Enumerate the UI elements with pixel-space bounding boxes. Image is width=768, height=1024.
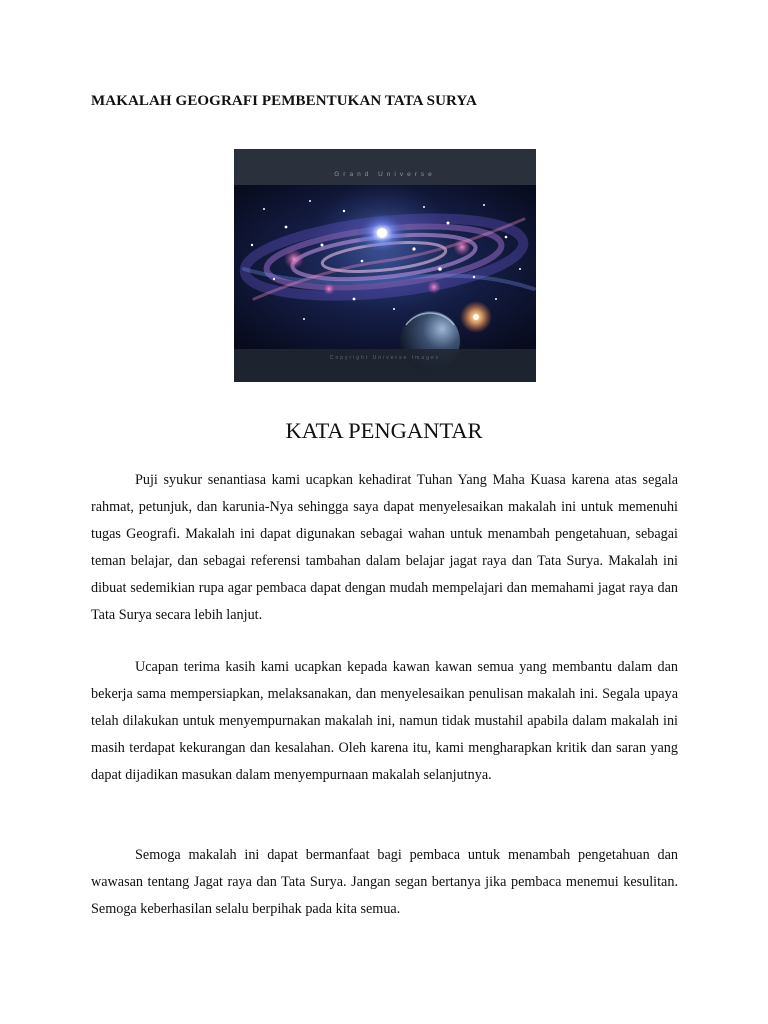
galaxy-cover-image [234, 149, 536, 382]
document-title: MAKALAH GEOGRAFI PEMBENTUKAN TATA SURYA [91, 93, 477, 109]
paragraph-1: Puji syukur senantiasa kami ucapkan kehadirat Tuhan Yang Maha Kuasa karena atas segala rahmat, petunjuk, dan karunia-Nya sehingga saya dapat menyelesaikan makalah ini untuk memenuhi tugas Geografi. Makalah ini dapat digunakan sebagai wahan untuk menambah pengetahuan, sebagai teman belajar, dan sebagai referensi tambahan dalam belajar jagat raya dan Tata Surya. Makalah ini dibuat sedemikian rupa agar pembaca dapat dengan mudah mempelajari dan memahami jagat raya dan Tata Surya secara lebih lanjut. [91, 472, 678, 624]
cover-bottom-caption: Copyright Universe Images [329, 355, 441, 361]
section-heading-kata-pengantar: KATA PENGANTAR [285, 418, 483, 443]
paragraph-2: Ucapan terima kasih kami ucapkan kepada kawan kawan semua yang membantu dalam dan bekerja sama mempersiapkan, melaksanakan, dan menyelesaikan penulisan makalah ini. Segala upaya telah dilakukan untuk menyempurnakan makalah ini, namun tidak mustahil apabila dalam makalah ini masih terdapat kekurangan dan kesalahan. Oleh karena itu, kami mengharapkan kritik dan saran yang dapat dijadikan masukan dalam menyempurnaan makalah selanjutnya. [91, 659, 678, 784]
cover-top-caption: Grand Universe [334, 171, 436, 178]
paragraph-3: Semoga makalah ini dapat bermanfaat bagi pembaca untuk menambah pengetahuan dan wawasan tentang Jagat raya dan Tata Surya. Jangan segan bertanya jika pembaca menemui kesulitan. Semoga keberhasilan selalu berpihak pada kita semua. [91, 847, 678, 918]
